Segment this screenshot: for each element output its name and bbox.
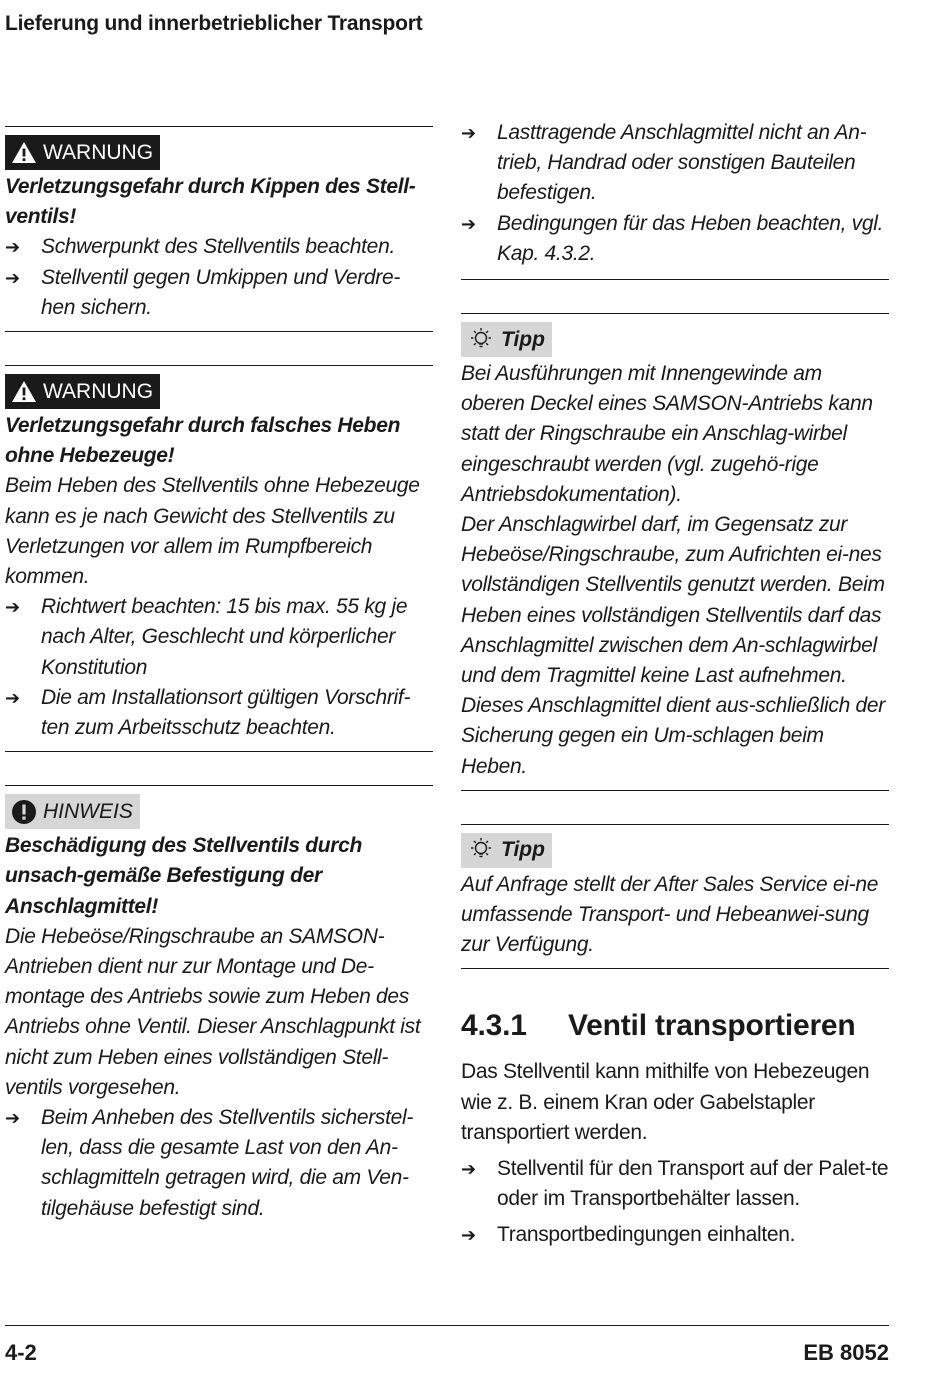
list-item: ➔ Schwerpunkt des Stellventils beachten. xyxy=(5,232,433,262)
document-number: EB 8052 xyxy=(803,1340,889,1365)
tip-text: Der Anschlagwirbel darf, im Gegensatz zur Hebeöse/Ringschraube, zum Aufrichten ei-nes vollständigen Stellventils genutzt werden. Beim Heben eines vollständigen Stellventils darf das Anschlagmittel zwischen dem An-schlagwirbel und dem Tragmittel keine Last aufnehmen. Dieses Anschlagmittel dient aus-schließlich der Sicherung gegen ein Um-schlagen beim Heben. xyxy=(461,513,885,778)
arrow-icon: ➔ xyxy=(5,597,20,618)
list-item: ➔ Beim Anheben des Stellventils sicherstel-len, dass die gesamte Last von den An-schlagmitteln getragen wird, die am Ven-tilgehäuse befestigt sind. xyxy=(5,1103,433,1224)
page-header-title: Lieferung und innerbetrieblicher Transport xyxy=(5,12,423,35)
warning-triangle-icon xyxy=(11,141,37,164)
right-column xyxy=(461,118,889,1251)
list-item: ➔ Stellventil gegen Umkippen und Verdre-hen sichern. xyxy=(5,263,433,323)
exclamation-circle-icon xyxy=(11,799,37,825)
hint-box xyxy=(5,785,433,1224)
warning-box-lifting xyxy=(5,365,433,752)
list-item: ➔ Transportbedingungen einhalten. xyxy=(461,1220,889,1250)
arrow-icon: ➔ xyxy=(5,687,20,708)
lightbulb-icon xyxy=(467,837,495,863)
list-item: ➔ Bedingungen für das Heben beachten, vgl. Kap. 4.3.2. xyxy=(461,209,889,269)
footer-divider xyxy=(5,1325,889,1326)
arrow-icon: ➔ xyxy=(5,237,20,258)
arrow-icon: ➔ xyxy=(5,267,20,288)
hint-box-continued xyxy=(461,118,889,280)
warning-text: Beim Heben des Stellventils ohne Hebezeuge kann es je nach Gewicht des Stellventils zu Verletzungen vor allem im Rumpfbereich kommen. xyxy=(5,474,420,589)
list-item: ➔ Die am Installationsort gültigen Vorschrif-ten zum Arbeitsschutz beachten. xyxy=(5,683,433,743)
list-item: ➔ Richtwert beachten: 15 bis max. 55 kg je nach Alter, Geschlecht und körperlicher Konstitution xyxy=(5,592,433,683)
warning-box-tipping xyxy=(5,126,433,332)
section-number: 4.3.1 xyxy=(461,1009,527,1043)
tip-badge xyxy=(461,322,552,357)
section-title: Ventil transportieren xyxy=(568,1009,856,1043)
hint-text: Die Hebeöse/Ringschraube an SAMSON-Antrieben dient nur zur Montage und De-montage des Antriebs sowie zum Heben des Antriebs ohne Ventil. Dieser Anschlagpunkt ist nicht zum Heben eines vollständigen Stell-ventils vorgesehen. xyxy=(5,924,421,1099)
section-heading xyxy=(461,1009,889,1043)
tip-text: Auf Anfrage stellt der After Sales Service ei-ne umfassende Transport- und Hebeanwei-sung zur Verfügung. xyxy=(461,872,879,957)
arrow-icon: ➔ xyxy=(461,123,476,143)
arrow-icon: ➔ xyxy=(461,1159,476,1180)
list-item: ➔ Lasttragende Anschlagmittel nicht an An-trieb, Handrad oder sonstigen Bauteilen befestigen. xyxy=(461,118,889,209)
arrow-icon: ➔ xyxy=(461,213,476,234)
lightbulb-icon xyxy=(467,327,495,353)
tip-label: Tipp xyxy=(501,838,545,862)
page-number: 4-2 xyxy=(5,1340,37,1365)
warning-title: Verletzungsgefahr durch Kippen des Stell-ventils! xyxy=(5,175,416,229)
arrow-icon: ➔ xyxy=(461,1225,476,1246)
warning-label: WARNUNG xyxy=(43,379,154,403)
warning-title: Verletzungsgefahr durch falsches Heben ohne Hebezeuge! xyxy=(5,414,401,468)
hint-title: Beschädigung des Stellventils durch unsach-gemäße Befestigung der Anschlagmittel! xyxy=(5,834,363,918)
warning-label: WARNUNG xyxy=(43,140,154,164)
tip-label: Tipp xyxy=(501,327,545,351)
tip-badge xyxy=(461,833,552,868)
tip-box-swivel xyxy=(461,313,889,791)
section-text: Das Stellventil kann mithilfe von Hebezeugen wie z. B. einem Kran oder Gabelstapler transportiert werden. xyxy=(461,1060,870,1144)
warning-badge xyxy=(5,374,160,409)
tip-box-service xyxy=(461,824,889,970)
tip-text: Bei Ausführungen mit Innengewinde am oberen Deckel eines SAMSON-Antriebs kann statt der Ringschraube ein Anschlag-wirbel eingeschraubt werden (vgl. zugehö-rige Antriebsdokumentation). xyxy=(461,362,873,506)
arrow-icon: ➔ xyxy=(5,1108,20,1129)
left-column xyxy=(5,126,433,1224)
hint-label: HINWEIS xyxy=(43,799,133,823)
warning-badge xyxy=(5,135,160,170)
hint-badge xyxy=(5,794,140,829)
warning-triangle-icon xyxy=(11,380,37,403)
list-item: ➔ Stellventil für den Transport auf der Palet-te oder im Transportbehälter lassen. xyxy=(461,1154,889,1214)
